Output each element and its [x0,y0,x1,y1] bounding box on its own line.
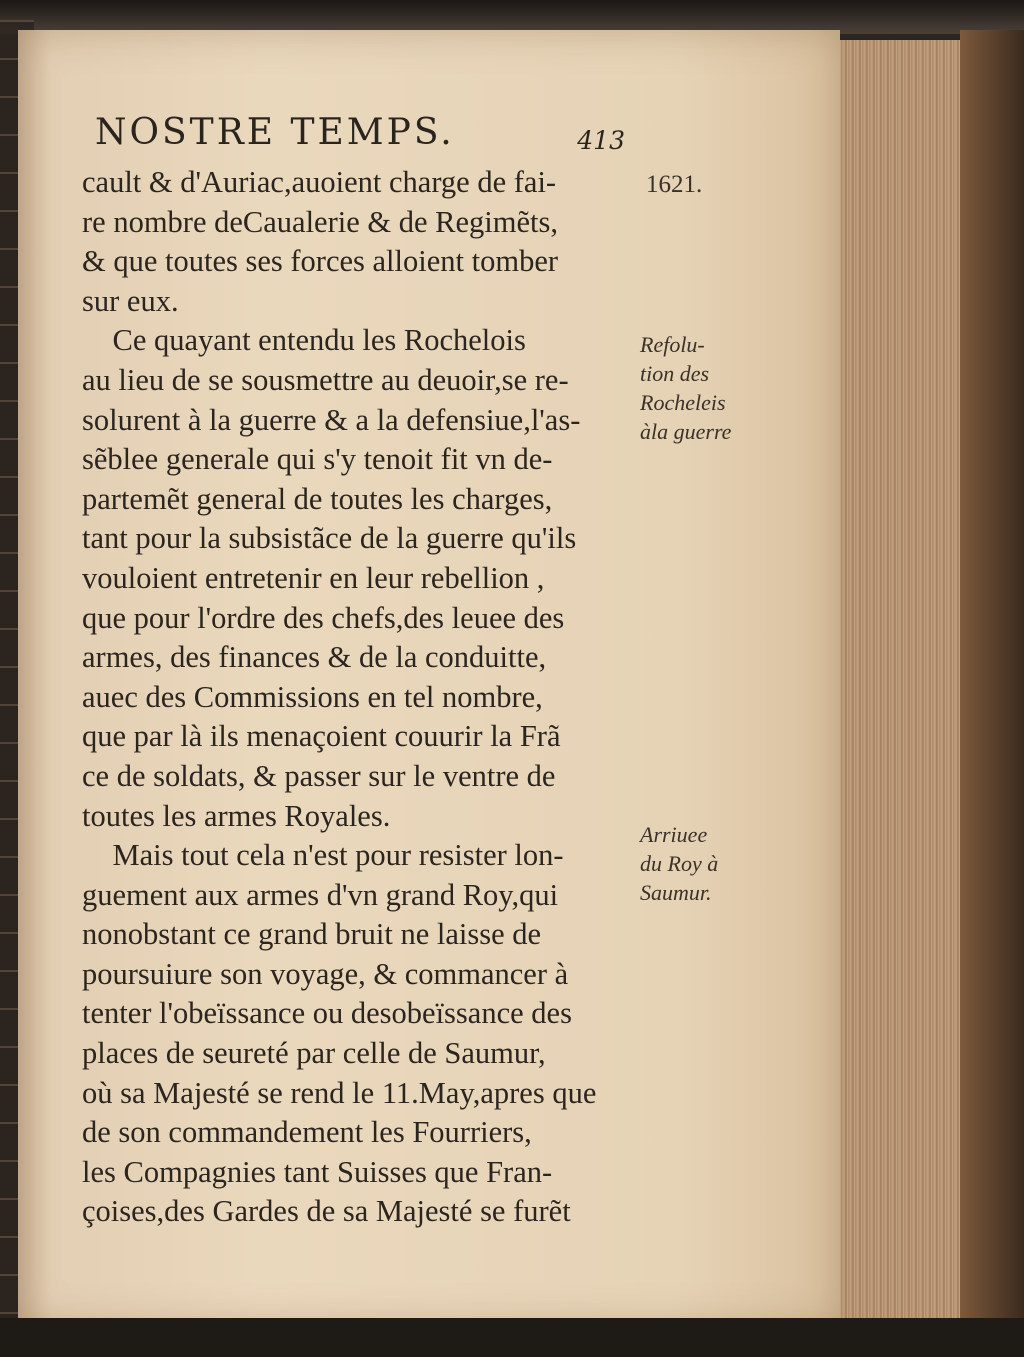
text-line: sẽblee generale qui s'y tenoit fit vn de- [82,442,553,477]
margin-note-line: du Roy à [640,851,719,876]
text-line: toutes les armes Royales. [82,798,391,833]
bottom-shadow [0,1318,1024,1357]
text-line: re nombre deCaualerie & de Regimẽts, [82,204,558,239]
text-line: de son commandement les Fourriers, [82,1115,532,1150]
text-line: au lieu de se sousmettre au deuoir,se re- [82,362,569,397]
page-number: 413 [577,126,625,155]
text-line: Ce quayant entendu les Rochelois [82,323,526,358]
text-line: auec des Commissions en tel nombre, [82,679,543,714]
page-header [95,112,635,162]
text-line: ce de soldats, & passer sur le ventre de [82,758,556,793]
text-line: & que toutes ses forces alloient tomber [82,244,559,279]
top-shadow [0,0,1024,34]
text-line: tenter l'obeïssance ou desobeïssance des [82,996,572,1031]
text-line: vouloient entretenir en leur rebellion , [82,560,545,595]
margin-note-line: àla guerre [640,419,732,444]
text-line: les Compagnies tant Suisses que Fran- [82,1154,553,1189]
margin-note-line: Saumur. [640,880,712,905]
text-line: tant pour la subsistãce de la guerre qu'ils [82,521,577,556]
margin-note-arrival [640,820,718,907]
text-line: cault & d'Auriac,auoient charge de fai- [82,165,557,199]
text-line: poursuiure son voyage, & commancer à [82,956,569,991]
text-line: çoises,des Gardes de sa Majesté se furẽt [82,1194,571,1229]
text-line: que par là ils menaçoient couurir la Frã [82,719,561,754]
book-cover-edge [960,30,1024,1330]
text-line: sur eux. [82,283,179,318]
margin-year: 1621. [646,171,703,198]
text-line: partemẽt general de toutes les charges, [82,481,553,516]
margin-note-line: Arriuee [640,822,708,847]
margin-note-resolution [640,330,731,446]
running-title: NOSTRE TEMPS. [95,112,455,153]
text-line: places de seureté par celle de Saumur, [82,1036,546,1071]
margin-note-line: tion des [640,361,710,386]
margin-note-line: Rocheleis [640,390,726,415]
text-line: solurent à la guerre & a la defensiue,l'as- [82,402,581,437]
text-line: guement aux armes d'vn grand Roy,qui [82,877,559,912]
text-line: que pour l'ordre des chefs,des leuee des [82,600,565,635]
text-line: nonobstant ce grand bruit ne laisse de [82,917,542,952]
margin-note-line: Refolu- [640,332,705,357]
page-edges [820,40,970,1320]
text-line: Mais tout cela n'est pour resister lon- [82,838,564,873]
body-text [82,163,642,1232]
text-line: armes, des finances & de la conduitte, [82,640,547,675]
text-line: où sa Majesté se rend le 11.May,apres que [82,1075,597,1110]
